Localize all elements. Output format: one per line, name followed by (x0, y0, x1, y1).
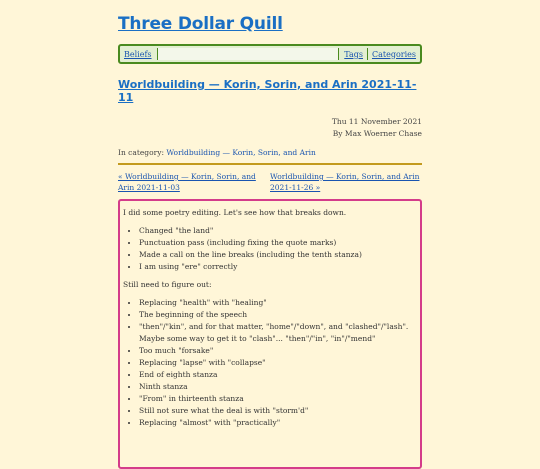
list-item: • Replacing "lapse" with "collapse" (139, 357, 417, 369)
list-item: • Punctuation pass (including fixing the quote marks) (139, 237, 417, 249)
prev-post-link[interactable]: « Worldbuilding — Korin, Sorin, and Arin 2021-11-03 (118, 172, 256, 192)
divider (118, 163, 422, 165)
post-title-link[interactable]: Worldbuilding — Korin, Sorin, and Arin 2021-11-11 (118, 78, 417, 104)
list-item: • "then"/"kin", and for that matter, "home"/"down", and "clashed"/"lash". Maybe some way to get it to "clash"... "then"/"in", "in"/"mend" (139, 321, 417, 345)
nav-tags-link[interactable]: Tags (344, 49, 363, 59)
list-item: • "From" in thirteenth stanza (139, 393, 417, 405)
list-item: • Still not sure what the deal is with "storm'd" (139, 405, 417, 417)
category-link[interactable]: Worldbuilding — Korin, Sorin, and Arin (166, 148, 316, 157)
list-item: • Replacing "almost" with "practically" (139, 417, 417, 429)
category-label: In category: (118, 148, 164, 157)
list-item: • Replacing "health" with "healing" (139, 297, 417, 309)
post-meta (118, 116, 422, 140)
post-category (118, 148, 422, 157)
navbar (118, 44, 422, 64)
content-intro: I did some poetry editing. Let's see how that breaks down. (123, 208, 347, 217)
post-date: Thu 11 November 2021 (331, 117, 422, 126)
list-item: • Made a call on the line breaks (including the tenth stanza) (139, 249, 417, 261)
list-item: • Changed "the land" (139, 225, 417, 237)
list-item: • The beginning of the speech (139, 309, 417, 321)
site-title-link[interactable]: Three Dollar Quill (118, 14, 283, 34)
list-item: • Ninth stanza (139, 381, 417, 393)
todo-label: Still need to figure out: (123, 280, 212, 289)
post-content (118, 199, 422, 469)
list-item: • I am using "ere" correctly (139, 261, 417, 273)
post-author: By Max Woerner Chase (332, 129, 422, 138)
nav-beliefs-link[interactable]: Beliefs (124, 49, 152, 59)
list-item: • End of eighth stanza (139, 369, 417, 381)
page (118, 0, 422, 469)
list-item: • Too much "forsake" (139, 345, 417, 357)
done-list (123, 225, 417, 273)
nav-separator (367, 48, 368, 60)
nav-categories-link[interactable]: Categories (372, 49, 416, 59)
next-post-link[interactable]: Worldbuilding — Korin, Sorin, and Arin 2021-11-26 » (270, 172, 420, 192)
post-pager (118, 171, 422, 193)
nav-spacer (157, 48, 340, 60)
todo-list (123, 297, 417, 429)
